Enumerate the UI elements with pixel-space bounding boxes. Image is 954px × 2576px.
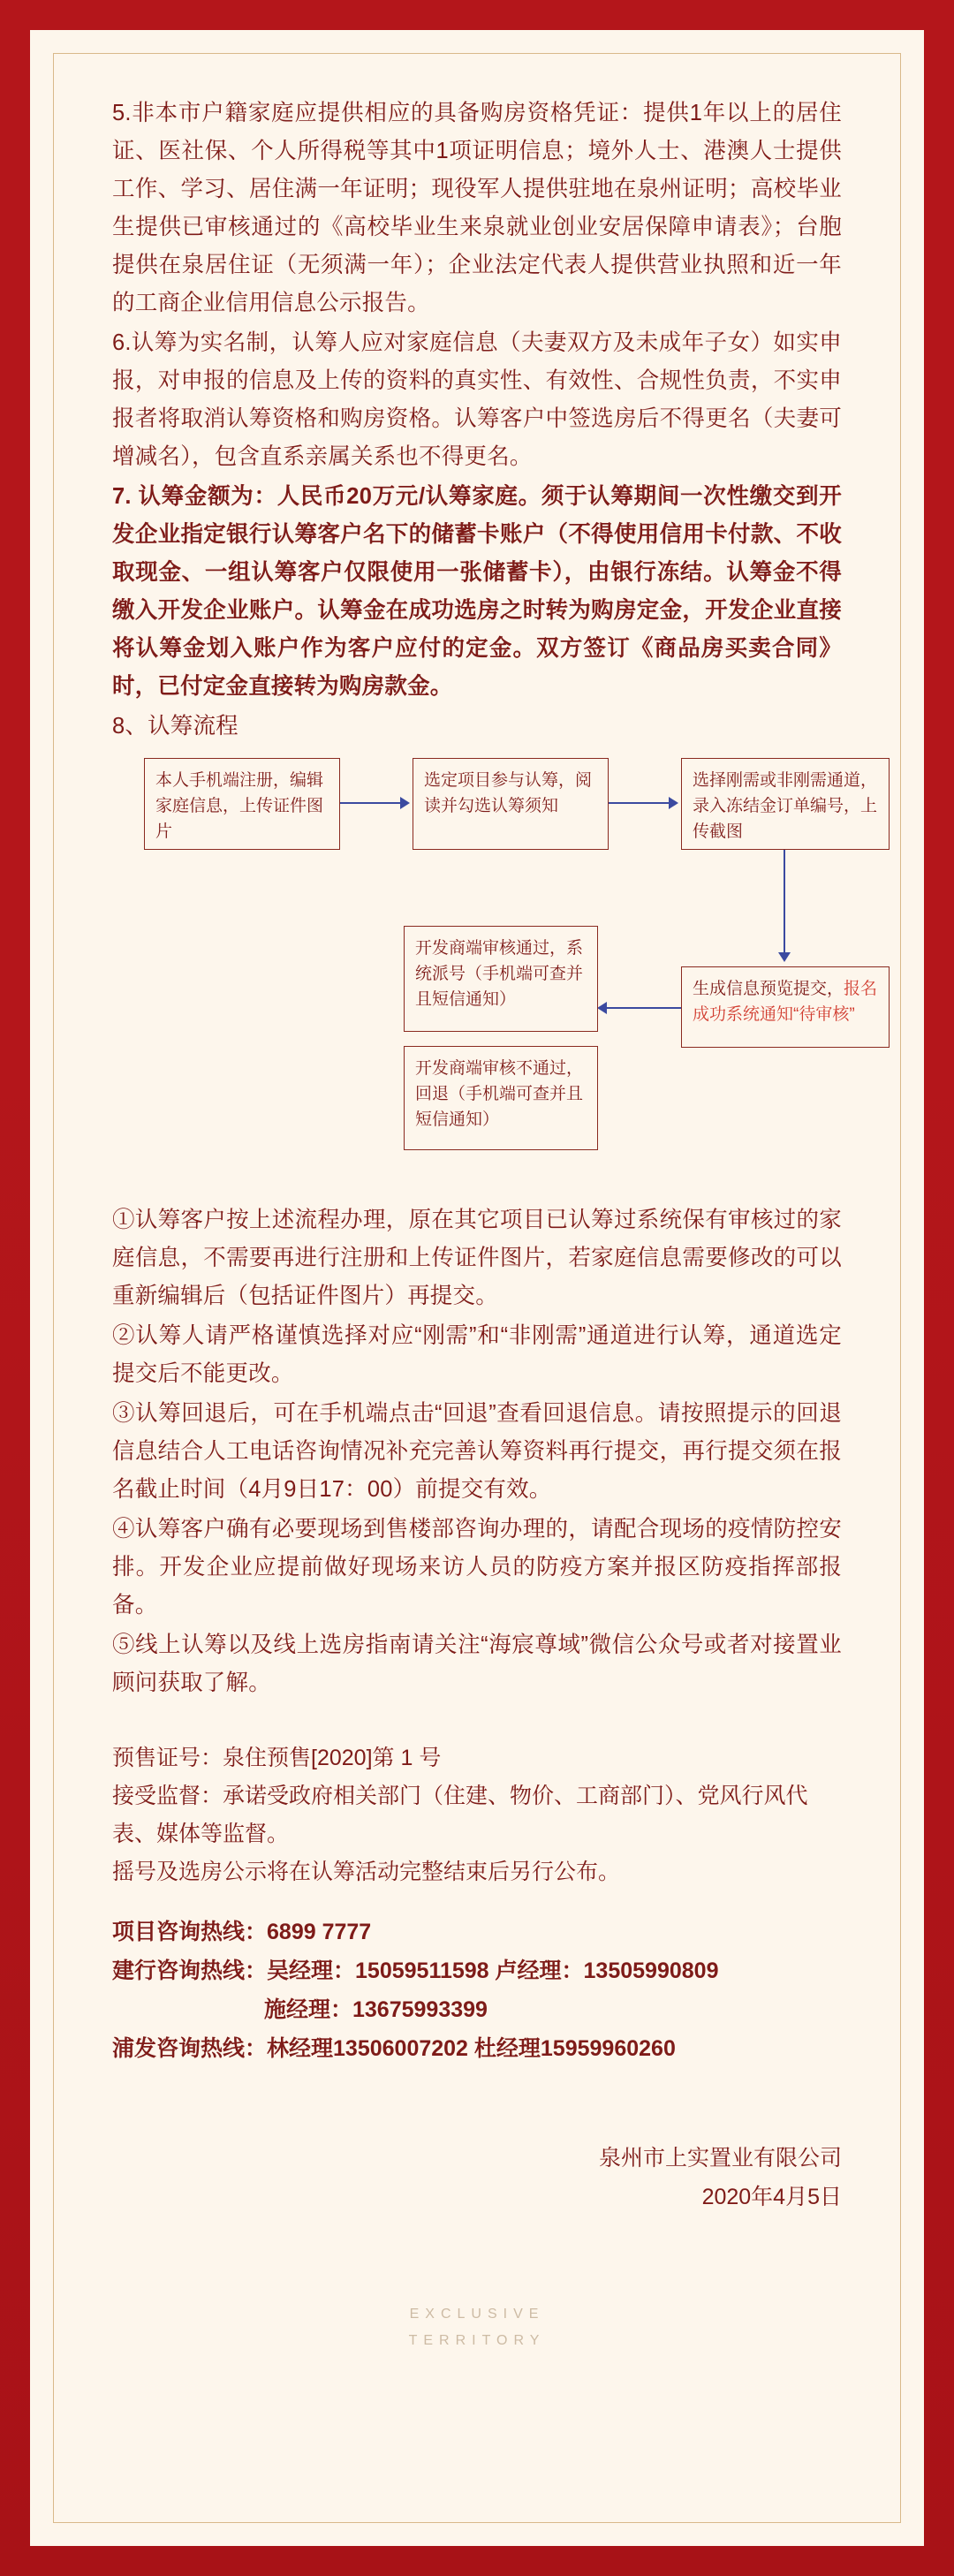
content-card — [30, 30, 924, 2546]
paragraph-6: 6.认筹为实名制，认筹人应对家庭信息（夫妻双方及未成年子女）如实申报，对申报的信息及上传的资料的真实性、有效性、合规性负责，不实申报者将取消认筹资格和购房资格。认筹客户中签选房后不得更名（夫妻可增减名），包含直系亲属关系也不得更名。 — [112, 330, 842, 469]
hotline-spdb-label: 浦发咨询热线： — [112, 2036, 268, 2061]
flow-arrow-1-head — [400, 797, 410, 809]
flow-node-preview-submit — [681, 966, 890, 1048]
hotline-project-value: 6899 7777 — [267, 1920, 372, 1944]
footer-watermark — [112, 2301, 842, 2354]
notes-list — [112, 1201, 842, 1702]
hotline-ccb-label: 建行咨询热线： — [112, 1959, 268, 1983]
footer-watermark-line2: TERRITORY — [408, 2333, 546, 2348]
note-5: ⑤线上认筹以及线上选房指南请关注“海宸尊域”微信公众号或者对接置业顾问获取了解。 — [112, 1633, 842, 1695]
hotline-ccb-extra — [112, 1990, 842, 2029]
note-1: ①认筹客户按上述流程办理，原在其它项目已认筹过系统保有审核过的家庭信息，不需要再进行注册和上传证件图片，若家庭信息需要修改的可以重新编辑后（包括证件图片）再提交。 — [112, 1208, 842, 1308]
paragraph-7: 7. 认筹金额为：人民币20万元/认筹家庭。须于认筹期间一次性缴交到开发企业指定银行认筹客户名下的储蓄卡账户（不得使用信用卡付款、不收取现金、一组认筹客户仅限使用一张储蓄卡），由银行冻结。认筹金不得缴入开发企业账户。认筹金在成功选房之时转为购房定金，开发企业直接将认筹金划入账户作为客户应付的定金。双方签订《商品房买卖合同》时，已付定金直接转为购房款金。 — [112, 484, 842, 699]
flow-node-select-project-label: 选定项目参与认筹，阅读并勾选认筹须知 — [424, 771, 593, 815]
meta-license-label: 预售证号： — [112, 1746, 223, 1770]
hotline-ccb-extra-value: 施经理：13675993399 — [264, 1997, 488, 2022]
meta-supervision-value: 承诺受政府相关部门（住建、物价、工商部门）、党风行风代表、媒体等监督。 — [112, 1784, 808, 1846]
flow-arrow-3 — [784, 850, 785, 952]
footer-watermark-line1: EXCLUSIVE — [409, 2307, 545, 2322]
flow-arrow-2 — [609, 802, 669, 804]
hotline-spdb-value: 林经理13506007202 杜经理15959960260 — [267, 2036, 676, 2061]
flow-node-approved — [404, 926, 598, 1032]
flow-node-preview-submit-prefix: 生成信息预览提交， — [693, 980, 844, 998]
hotline-ccb — [112, 1951, 842, 1990]
flow-node-preview-submit-highlight: 报名成功系统通知“待审核” — [693, 980, 878, 1024]
flow-arrow-1 — [340, 802, 400, 804]
flow-arrow-4-head — [597, 1002, 607, 1014]
flow-node-select-project — [413, 758, 609, 850]
flow-node-register — [144, 758, 340, 850]
meta-lottery-value: 摇号及选房公示将在认筹活动完整结束后另行公布。 — [112, 1860, 621, 1884]
hotline-ccb-value: 吴经理：15059511598 卢经理：13505990809 — [267, 1959, 719, 1983]
flow-node-choose-channel-label: 选择刚需或非刚需通道，录入冻结金订单编号，上传截图 — [693, 771, 878, 841]
hotline-spdb — [112, 2029, 842, 2068]
flow-node-approved-label: 开发商端审核通过，系统派号（手机端可查并且短信通知） — [415, 939, 584, 1009]
document-body — [112, 95, 842, 746]
flow-node-rejected — [404, 1046, 598, 1150]
note-4: ④认筹客户确有必要现场到售楼部咨询办理的，请配合现场的疫情防控安排。开发企业应提前做好现场来访人员的防疫方案并报区防疫指挥部报备。 — [112, 1517, 842, 1618]
flow-node-register-label: 本人手机端注册，编辑家庭信息，上传证件图片 — [155, 771, 324, 841]
hotline-block — [112, 1913, 842, 2068]
hotline-project-label: 项目咨询热线： — [112, 1920, 268, 1944]
meta-row-license — [112, 1739, 842, 1777]
meta-row-lottery — [112, 1853, 842, 1891]
meta-supervision-label: 接受监督： — [112, 1784, 223, 1808]
meta-block — [112, 1739, 842, 1891]
meta-row-supervision — [112, 1777, 842, 1853]
note-2: ②认筹人请严格谨慎选择对应“刚需”和“非刚需”通道进行认筹，通道选定提交后不能更改。 — [112, 1323, 842, 1386]
flow-arrow-4 — [607, 1007, 681, 1009]
hotline-project — [112, 1913, 842, 1951]
flow-arrow-3-head — [778, 952, 791, 962]
meta-license-value: 泉住预售[2020]第 1 号 — [223, 1746, 442, 1770]
content-card-inner — [53, 53, 901, 2523]
flow-node-rejected-label: 开发商端审核不通过，回退（手机端可查并且短信通知） — [415, 1059, 584, 1129]
signature-company: 泉州市上实置业有限公司 — [598, 2146, 842, 2171]
flow-node-choose-channel — [681, 758, 890, 850]
note-3: ③认筹回退后，可在手机端点击“回退”查看回退信息。请按照提示的回退信息结合人工电话咨询情况补充完善认筹资料再行提交，再行提交须在报名截止时间（4月9日17：00）前提交有效。 — [112, 1401, 842, 1502]
signature-block — [112, 2139, 842, 2216]
paragraph-5: 5.非本市户籍家庭应提供相应的具备购房资格凭证：提供1年以上的居住证、医社保、个人所得税等其中1项证明信息；境外人士、港澳人士提供工作、学习、居住满一年证明；现役军人提供驻地在泉州证明；高校毕业生提供已审核通过的《高校毕业生来泉就业创业安居保障申请表》；台胞提供在泉居住证（无须满一年）；企业法定代表人提供营业执照和近一年的工商企业信用信息公示报告。 — [112, 101, 842, 315]
paragraph-8-heading: 8、认筹流程 — [112, 714, 238, 739]
flow-arrow-2-head — [669, 797, 678, 809]
enrollment-flow-diagram — [112, 758, 878, 1182]
signature-date: 2020年4月5日 — [701, 2185, 842, 2209]
